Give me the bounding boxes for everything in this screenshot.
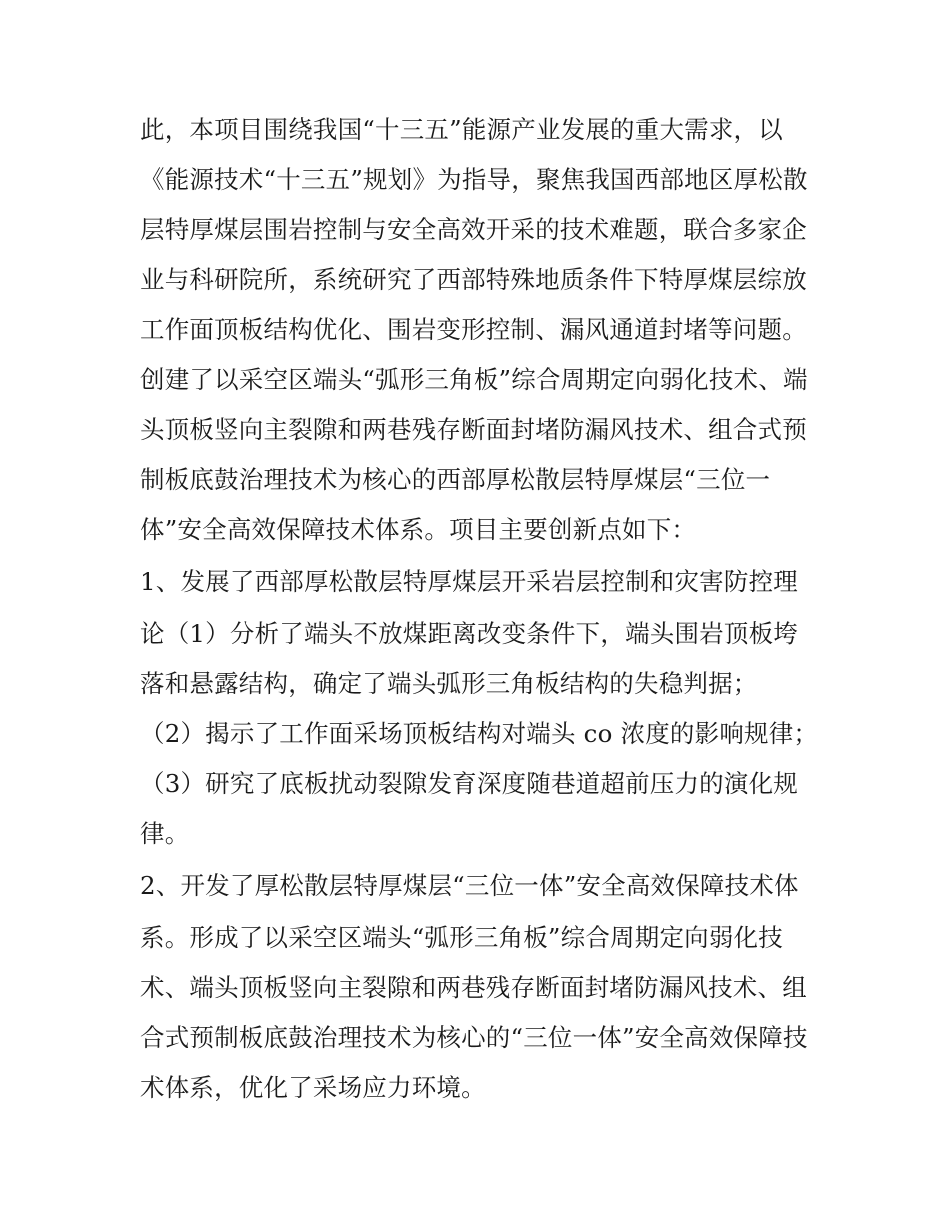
- paragraph-line: 工作面顶板结构优化、围岩变形控制、漏风通道封堵等问题。: [140, 315, 807, 344]
- paragraph-line: 落和悬露结构，确定了端头弧形三角板结构的失稳判据；: [140, 669, 758, 698]
- paragraph-line: （3）研究了底板扰动裂隙发育深度随巷道超前压力的演化规: [140, 769, 798, 798]
- paragraph-line: 术体系，优化了采场应力环境。: [140, 1073, 486, 1102]
- paragraph-line: 创建了以采空区端头“弧形三角板”综合周期定向弱化技术、端: [140, 365, 808, 394]
- paragraph-line: 1、发展了西部厚松散层特厚煤层开采岩层控制和灾害防控理: [140, 567, 798, 596]
- paragraph-line: 层特厚煤层围岩控制与安全高效开采的技术难题，联合多家企: [140, 215, 807, 244]
- paragraph-line: 合式预制板底鼓治理技术为核心的“三位一体”安全高效保障技: [140, 1023, 808, 1052]
- paragraph-line: 术、端头顶板竖向主裂隙和两巷残存断面封堵防漏风技术、组: [140, 973, 807, 1002]
- paragraph-line: 《能源技术“十三五”规划》为指导，聚焦我国西部地区厚松散: [140, 165, 808, 194]
- paragraph-line: （2）揭示了工作面采场顶板结构对端头 co 浓度的影响规律；: [140, 719, 819, 748]
- paragraph-line: 此，本项目围绕我国“十三五”能源产业发展的重大需求，以: [140, 115, 783, 144]
- paragraph-line: 律。: [140, 819, 190, 848]
- paragraph-line: 系。形成了以采空区端头“弧形三角板”综合周期定向弱化技: [140, 923, 783, 952]
- paragraph-line: 头顶板竖向主裂隙和两巷残存断面封堵防漏风技术、组合式预: [140, 415, 807, 444]
- paragraph-line: 制板底鼓治理技术为核心的西部厚松散层特厚煤层“三位一: [140, 465, 771, 494]
- paragraph-line: 体”安全高效保障技术体系。项目主要创新点如下：: [140, 515, 697, 544]
- paragraph-line: 2、开发了厚松散层特厚煤层“三位一体”安全高效保障技术体: [140, 871, 799, 900]
- paragraph-line: 论（1）分析了端头不放煤距离改变条件下，端头围岩顶板垮: [140, 619, 798, 648]
- paragraph-line: 业与科研院所，系统研究了西部特殊地质条件下特厚煤层综放: [140, 265, 807, 294]
